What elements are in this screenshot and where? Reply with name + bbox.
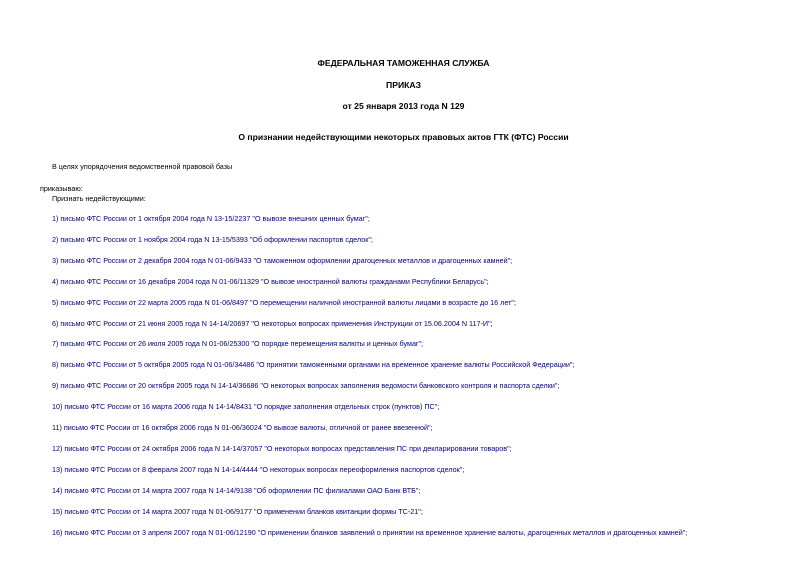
list-item bbox=[52, 214, 370, 223]
list-item bbox=[52, 235, 373, 244]
list-item-tail: ; bbox=[367, 214, 370, 223]
list-item-number: 11) bbox=[52, 423, 62, 432]
list-item-number: 4) bbox=[52, 276, 59, 286]
list-item-number: 7) bbox=[52, 339, 59, 349]
document-link[interactable]: письмо ФТС России от 16 октября 2006 года N 01-06/36024 "О вывозе валюты, отличной от ранее ввезенной" bbox=[63, 423, 431, 432]
list-item bbox=[52, 298, 516, 307]
document-link[interactable]: письмо ФТС России от 5 октября 2005 года N 01-06/34486 "О принятии таможенными органами на временное хранение валюты Российской Федерации" bbox=[60, 360, 573, 370]
document-link[interactable]: письмо ФТС России от 8 февраля 2007 года N 14-14/4444 "О некоторых вопросах переоформления паспортов сделок" bbox=[64, 464, 463, 474]
list-item-tail: ; bbox=[572, 360, 575, 370]
list-item-number: 8) bbox=[52, 360, 59, 370]
document-title: О признании недействующими некоторых правовых актов ГТК (ФТС) России bbox=[238, 132, 569, 142]
document-link[interactable]: письмо ФТС России от 1 ноября 2004 года N 13-15/5393 "Об оформлении паспортов сделок" bbox=[60, 234, 371, 244]
document-link[interactable]: письмо ФТС России от 14 марта 2007 года N 14-14/9138 "Об оформлении ПС филиалами ОАО Банк ВТБ" bbox=[64, 485, 419, 495]
list-item-number: 13) bbox=[52, 464, 63, 474]
date-number-heading: от 25 января 2013 года N 129 bbox=[342, 101, 465, 111]
list-item bbox=[52, 319, 493, 328]
document-link[interactable]: письмо ФТС России от 21 июня 2005 года N 14-14/20697 "О некоторых вопросах применения Инструкции от 15.06.2004 N 117-И" bbox=[60, 318, 491, 328]
list-item bbox=[52, 381, 559, 390]
list-item bbox=[52, 486, 420, 495]
list-item-number: 9) bbox=[52, 381, 59, 391]
list-item-tail: ; bbox=[486, 276, 489, 286]
document-link[interactable]: письмо ФТС России от 16 декабря 2004 года N 01-06/11329 "О вывозе иностранной валюты гражданами Республики Беларусь" bbox=[60, 276, 487, 286]
list-item-tail: ; bbox=[430, 423, 433, 432]
list-item-number: 2) bbox=[52, 234, 59, 244]
list-item-number: 16) bbox=[52, 527, 63, 537]
list-item-tail: ; bbox=[510, 255, 513, 265]
list-item-number: 1) bbox=[52, 214, 59, 223]
preamble-text: В целях упорядочения ведомственной правовой базы bbox=[52, 162, 233, 171]
list-item-tail: ; bbox=[420, 506, 423, 516]
list-item-tail: ; bbox=[421, 339, 424, 349]
list-item bbox=[52, 360, 574, 369]
document-link[interactable]: письмо ФТС России от 1 октября 2004 года N 13-15/2237 "О вывозе внешних ценных бумаг" bbox=[60, 214, 368, 223]
list-item bbox=[52, 465, 464, 474]
list-item-number: 12) bbox=[52, 443, 63, 453]
list-item-tail: ; bbox=[490, 318, 493, 328]
document-type-heading: ПРИКАЗ bbox=[386, 80, 421, 90]
list-item-tail: ; bbox=[509, 443, 512, 453]
list-item bbox=[52, 256, 512, 265]
order-word: приказываю: bbox=[40, 184, 83, 193]
list-item bbox=[52, 444, 512, 453]
document-link[interactable]: письмо ФТС России от 20 октября 2005 года N 14-14/36686 "О некоторых вопросах заполнения ведомости банковского контроля и паспорта сделки" bbox=[60, 381, 558, 391]
agency-heading: ФЕДЕРАЛЬНАЯ ТАМОЖЕННАЯ СЛУЖБА bbox=[317, 58, 490, 68]
list-item-number: 5) bbox=[52, 297, 59, 307]
list-item-tail: ; bbox=[462, 464, 465, 474]
list-item bbox=[52, 339, 423, 348]
list-item-number: 15) bbox=[52, 506, 63, 516]
list-item-number: 6) bbox=[52, 318, 59, 328]
document-link[interactable]: письмо ФТС России от 24 октября 2006 года N 14-14/37057 "О некоторых вопросах представления ПС при декларировании товаров" bbox=[64, 443, 510, 453]
list-item bbox=[52, 423, 433, 432]
list-item-number: 14) bbox=[52, 485, 63, 495]
list-item bbox=[52, 528, 687, 537]
list-item-number: 10) bbox=[52, 402, 63, 412]
list-item-tail: ; bbox=[370, 234, 373, 244]
list-item-tail: ; bbox=[418, 485, 421, 495]
list-item-tail: ; bbox=[437, 402, 440, 412]
document-link[interactable]: письмо ФТС России от 3 апреля 2007 года N 01-06/12190 "О применении бланков заявлений о принятии на временное хранение валюты, драгоценных металлов и драгоценных камней" bbox=[64, 527, 686, 537]
list-item-number: 3) bbox=[52, 255, 59, 265]
list-item bbox=[52, 277, 489, 286]
list-item-tail: ; bbox=[513, 297, 516, 307]
list-item-tail: ; bbox=[685, 527, 688, 537]
instruction-text: Признать недействующими: bbox=[52, 194, 146, 203]
list-item bbox=[52, 507, 423, 516]
list-item-tail: ; bbox=[557, 381, 560, 391]
document-link[interactable]: письмо ФТС России от 16 марта 2006 года N 14-14/8431 "О порядке заполнения отдельных строк (пунктов) ПС" bbox=[64, 402, 438, 412]
document-link[interactable]: письмо ФТС России от 14 марта 2007 года N 01-06/9177 "О применении бланков квитанции формы ТС-21" bbox=[64, 506, 421, 516]
document-link[interactable]: письмо ФТС России от 2 декабря 2004 года N 01-06/9433 "О таможенном оформлении драгоценных металлов и драгоценных камней" bbox=[60, 255, 511, 265]
document-link[interactable]: письмо ФТС России от 26 июля 2005 года N 01-06/25300 "О порядке перемещения валюты и ценных бумаг" bbox=[60, 339, 422, 349]
document-link[interactable]: письмо ФТС России от 22 марта 2005 года N 01-06/8497 "О перемещении наличной иностранной валюты лицами в возрасте до 16 лет" bbox=[60, 297, 514, 307]
list-item bbox=[52, 402, 439, 411]
